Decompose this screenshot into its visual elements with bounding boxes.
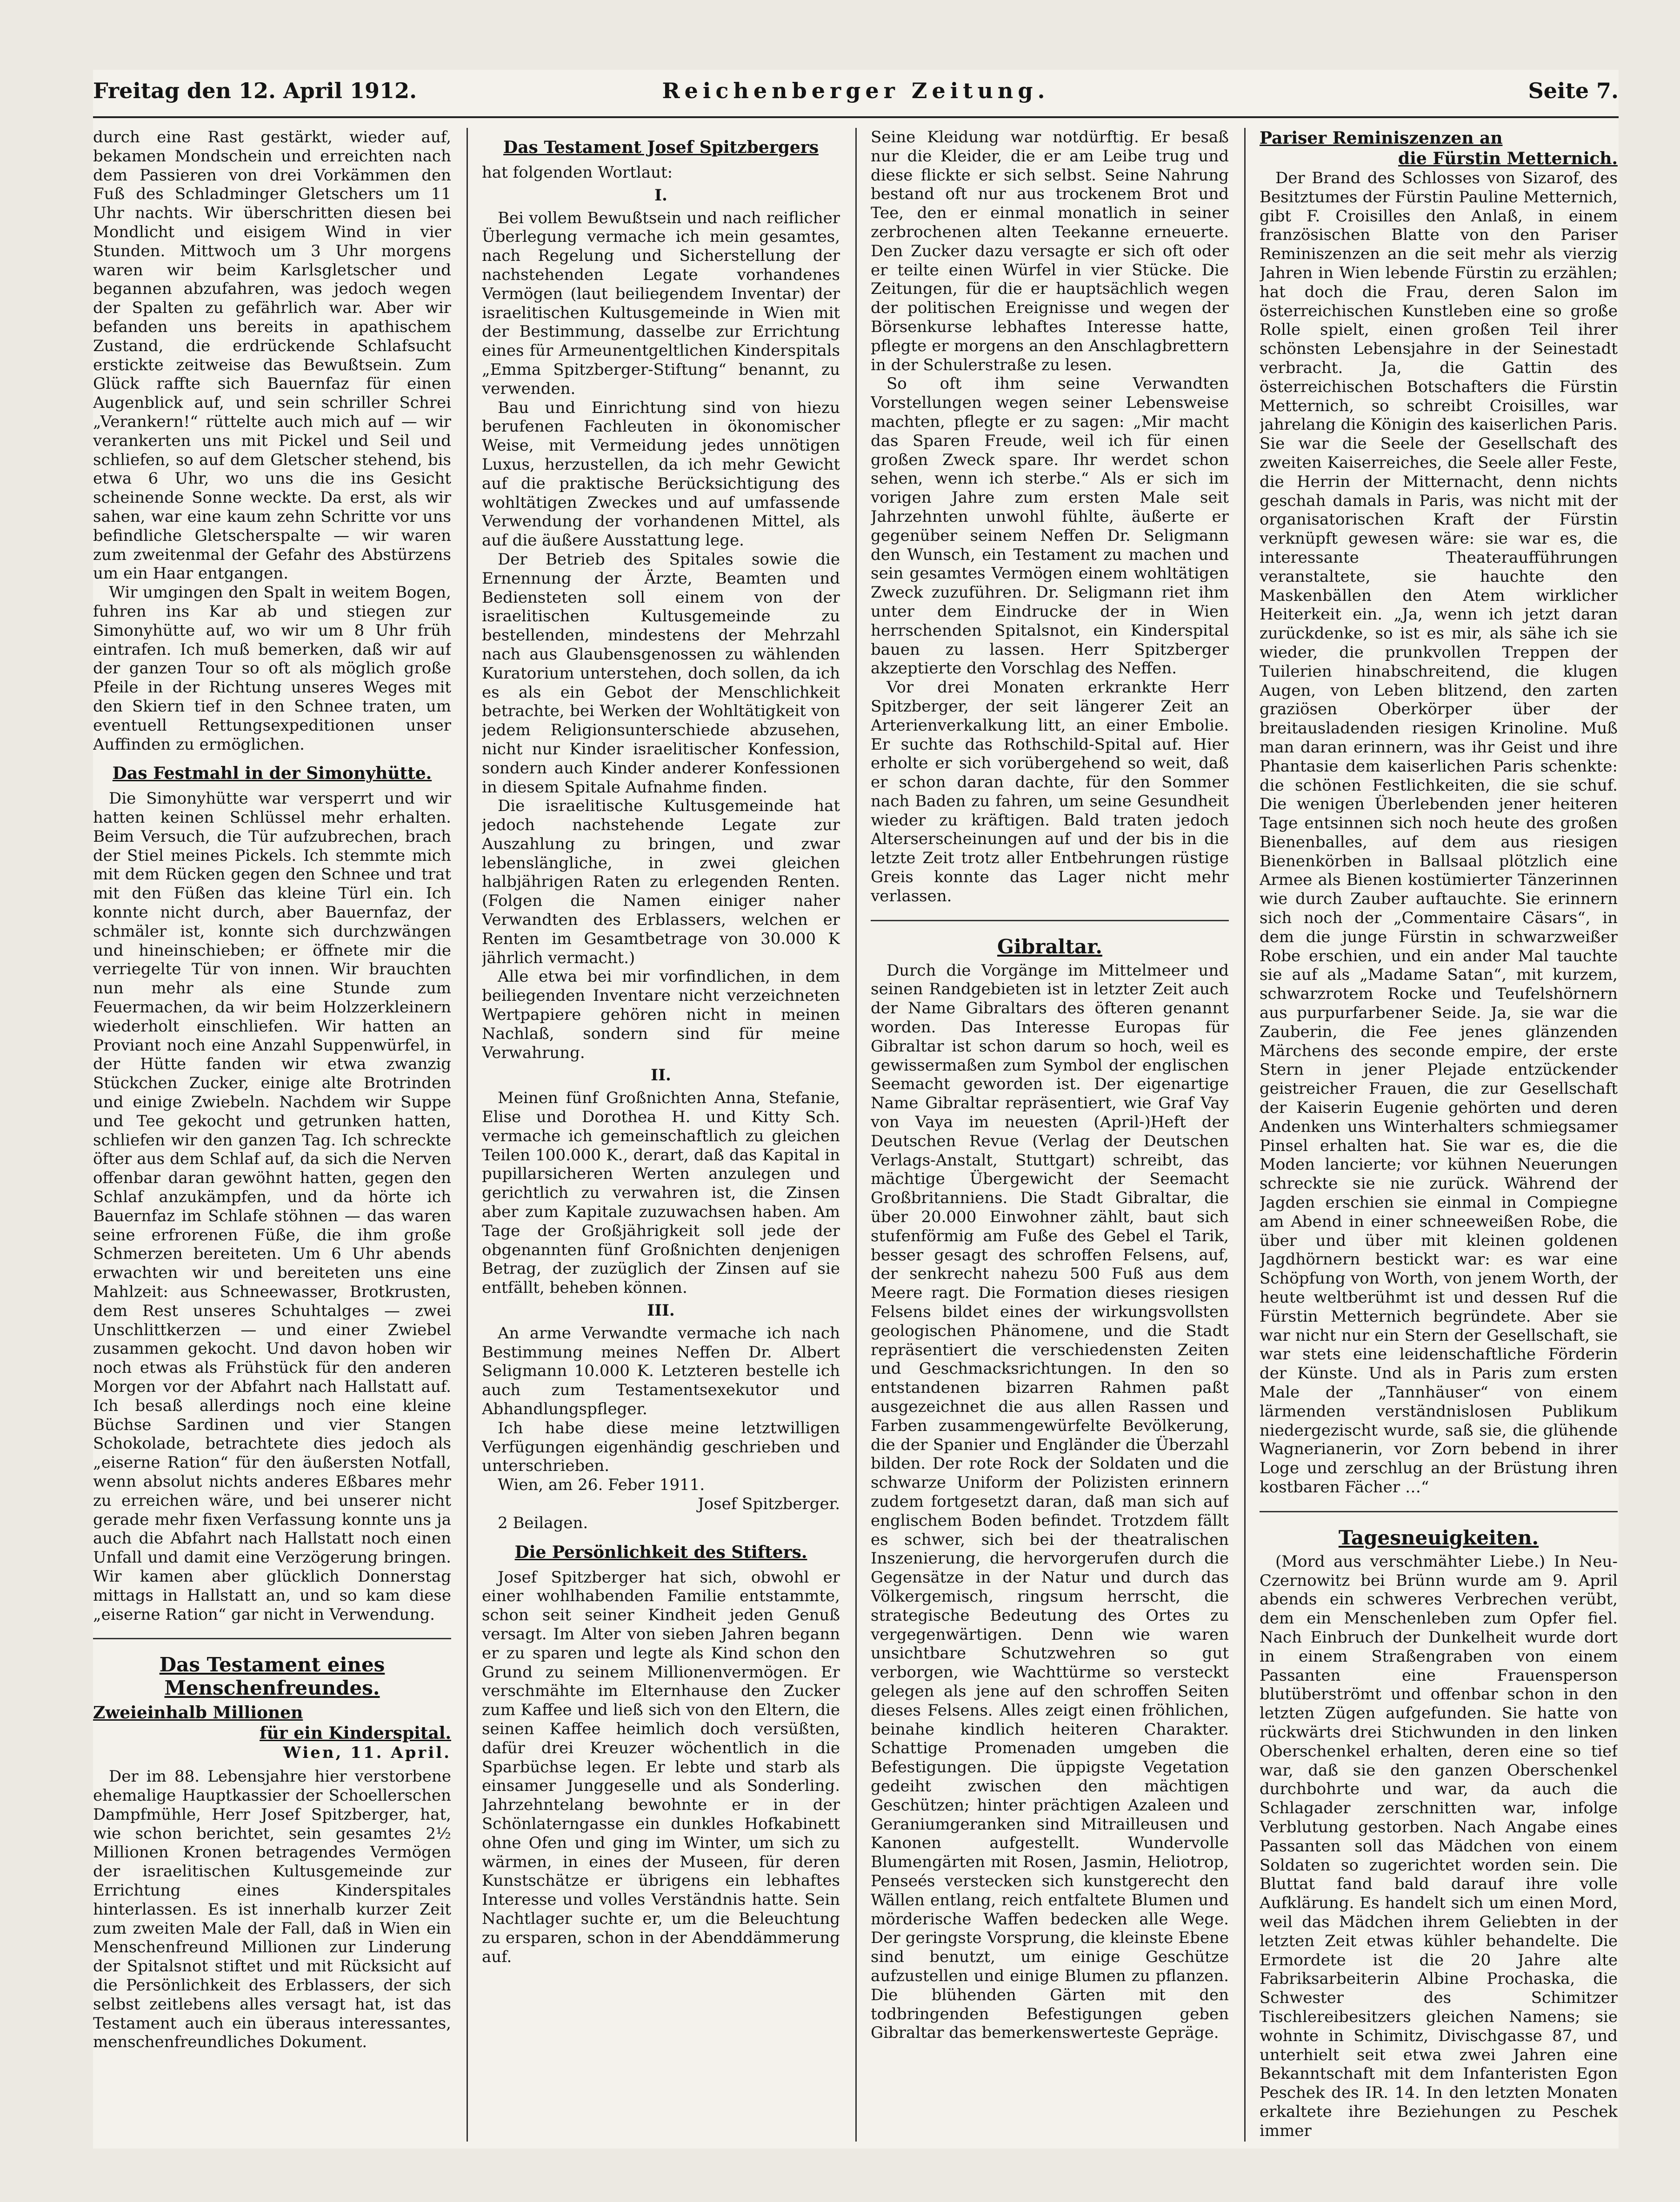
dateline: Wien, 11. April. <box>283 1743 451 1763</box>
signature: Josef Spitzberger. <box>698 1494 840 1513</box>
article-text: Alle etwa bei mir vorfindlichen, in dem beiliegenden Inventare nicht verzeichneten Wertpapiere gehören nicht in meinen Nachlaß, sondern sind für meine Verwahrung. <box>482 967 840 1062</box>
column-1 <box>93 128 451 2142</box>
article-headline: Gibraltar. <box>997 935 1102 958</box>
article-text: Die israelitische Kultusgemeinde hat jedoch nachstehende Legate zur Auszahlung zu bringen, und zwar lebenslängliche, in zwei gleichen halbjährigen Raten zu erlegenden Renten. (Folgen die Namen einiger naher Verwandten des Erblassers, welchen er Renten im Gesamtbetrage von 30.000 K jährlich vermacht.) <box>482 797 840 967</box>
article-text: Josef Spitzberger hat sich, obwohl er einer wohlhabenden Familie entstammte, schon seit seiner Kindheit jeden Genuß versagt. Im Alter von sieben Jahren begann er zu sparen und legte als Kind schon den Grund zu seinem Millionenvermögen. Er verschmähte im Elternhause den Zucker zum Kaffee und ließ sich von den Eltern, die seinen Kaffee heimlich doch versüßten, dafür drei Kreuzer wöchentlich in die Sparbüchse legen. Er lebte und starb als einsamer Junggeselle und als Sonderling. Jahrzehntelang bewohnte er in der Schönlaterngasse ein dunkles Hofkabinett ohne Ofen und ging im Winter, um sich zu wärmen, in eines der Museen, für deren Kunstschätze er übrigens ein lebhaftes Interesse und volles Verständnis hatte. Sein Nachtlager suchte er, um die Beleuchtung zu ersparen, schon in der Abenddämmerung auf. <box>482 1568 840 1966</box>
column-2 <box>482 128 840 2142</box>
section-number: III. <box>647 1301 675 1320</box>
masthead <box>93 70 1619 118</box>
testament-date: Wien, am 26. Feber 1911. <box>498 1476 705 1495</box>
article-divider <box>1260 1511 1618 1512</box>
article-text: Der im 88. Lebensjahre hier verstorbene ehemalige Hauptkassier der Schoellerschen Dampfmühle, Herr Josef Spitzberger, hat, wie schon berichtet, sein gesamtes 2½ Millionen Kronen betragendes Vermögen der israelitischen Kultusgemeinde zur Errichtung eines Kinderspitales hinterlassen. Es ist innerhalb kurzer Zeit zum zweiten Male der Fall, daß in Wien ein Menschenfreund Millionen zur Linderung der Spitalsnot stiftet und mit Rücksicht auf die Persönlichkeit des Erblassers, der sich selbst zeitlebens alles versagt hat, ist das Testament auch ein überaus interessantes, menschenfreundliches Dokument. <box>93 1767 451 2052</box>
article-text: Wir umgingen den Spalt in weitem Bogen, fuhren ins Kar ab und stiegen zur Simonyhütte auf, wo wir um 8 Uhr früh eintrafen. Ich muß bemerken, daß wir auf der ganzen Tour so oft als möglich große Pfeile in der Richtung unseres Weges mit den Skiern tief in den Schnee traten, um eventuell Rettungsexpeditionen unser Auffinden zu ermöglichen. <box>93 583 451 754</box>
column-rule <box>1244 128 1246 2142</box>
page-number: Seite 7. <box>1528 78 1619 103</box>
issue-date: Freitag den 12. April 1912. <box>93 78 417 103</box>
article-text: durch eine Rast gestärkt, wieder auf, bekamen Mondschein und erreichten nach dem Passieren von drei Vorkämmen den Fuß des Schladminger Gletschers um 11 Uhr nachts. Wir überschritten diesen bei Mondlicht und eisigem Wind in vier Stunden. Mittwoch um 3 Uhr morgens waren wir beim Karlsgletscher und begannen abzufahren, was jedoch wegen der Spalten zu gefährlich war. Aber wir befanden uns bereits in apathischem Zustand, die erdrückende Schlafsucht erstickte zeitweise das Bewußtsein. Zum Glück raffte sich Bauernfaz für einen Augenblick auf, und sein schriller Schrei „Verankern!“ rüttelte auch mich auf — wir verankerten uns mit Pickel und Seil und schliefen, so auf dem Gletscher stehend, bis etwa 6 Uhr, wo uns die ins Gesicht scheinende Sonne weckte. Da erst, als wir sahen, war eine kaum zehn Schritte vor uns befindliche Gletscherspalte — wir waren zum zweitenmal der Gefahr des Abstürzens um ein Haar entgangen. <box>93 128 451 583</box>
section-heading: Die Persönlichkeit des Stifters. <box>514 1542 807 1562</box>
newspaper-page <box>93 70 1619 2149</box>
article-text: An arme Verwandte vermache ich nach Bestimmung meines Neffen Dr. Albert Seligmann 10.000 K. Letzteren bestelle ich auch zum Testamentsexekutor und Abhandlungspfleger. <box>482 1324 840 1418</box>
article-headline: die Fürstin Metternich. <box>1398 149 1618 168</box>
attachments-note: 2 Beilagen. <box>498 1513 588 1532</box>
article-text: Die Simonyhütte war versperrt und wir hatten keinen Schlüssel mehr erhalten. Beim Versuch, die Tür aufzubrechen, brach der Stiel meines Pickels. Ich stemmte mich mit dem Rücken gegen den Schnee und trat mit den Füßen das kleine Türl ein. Ich konnte nicht durch, aber Bauernfaz, der schmäler ist, konnte sich durchzwängen und hineinschieben; er öffnete mir die verriegelte Tür von innen. Wir brauchten nun mehr als eine Stunde zum Feuermachen, da wir beim Holzzerkleinern wiederholt einschliefen. Wir hatten an Proviant noch eine Anzahl Suppenwürfel, in der Hütte fanden wir etwa zwanzig Stückchen Zucker, einige alte Brotrinden und einige Zwiebeln. Nachdem wir Suppe und Tee gekocht und getrunken hatten, schliefen wir den ganzen Tag. Ich schreckte öfter aus dem Schlaf auf, da sich die Nerven offenbar daran gewöhnt hatten, gegen den Schlaf anzukämpfen, und da hörte ich Bauernfaz im Schlafe stöhnen — das waren seine erfrorenen Füße, die ihm große Schmerzen bereiteten. Um 6 Uhr abends erwachten wir und bereiteten uns eine Mahlzeit: aus Schneewasser, Brotkrusten, dem Rest unseres Schuhtalges — zwei Unschlittkerzen — und einer Zwiebel zusammen gekocht. Und davon hoben wir noch etwas als Frühstück für den anderen Morgen vor der Abfahrt nach Hallstatt auf. Ich besaß allerdings noch eine kleine Büchse Sardinen und vier Stangen Schokolade, betrachtete dies jedoch als „eiserne Ration“ für den äußersten Notfall, wenn absolut nichts anderes Eßbares mehr zu erreichen wäre, und bei unserer nicht gerade mehr fixen Verfassung konnte uns ja auch die Abfahrt nach Hallstatt noch einen Unfall und damit eine Verzögerung bringen. Wir kamen aber glücklich Donnerstag mittags in Hallstatt an, und so kam diese „eiserne Ration“ gar nicht in Verwendung. <box>93 789 451 1624</box>
section-number: II. <box>651 1066 671 1085</box>
column-4 <box>1260 128 1618 2142</box>
section-headline: Tagesneuigkeiten. <box>1338 1526 1539 1549</box>
newspaper-title: Reichenberger Zeitung. <box>662 78 1050 103</box>
article-subheadline: Zweieinhalb Millionen <box>93 1703 303 1723</box>
article-text: Durch die Vorgänge im Mittelmeer und seinen Randgebieten ist in letzter Zeit auch der Name Gibraltars des öfteren genannt worden. Das Interesse Europas für Gibraltar ist schon darum so hoch, weil es gewissermaßen zum Symbol der englischen Seemacht geworden ist. Der eigenartige Name Gibraltar repräsentiert, wie Graf Vay von Vaya im neuesten (April-)Heft der Deutschen Revue (Verlag der Deutschen Verlags-Anstalt, Stuttgart) schreibt, das mächtige Übergewicht der Seemacht Großbritanniens. Die Stadt Gibraltar, die über 20.000 Einwohner zählt, baut sich stufenförmig am Fuße des Gebel el Tarik, besser gesagt des schroffen Felsens, auf, der senkrecht nahezu 500 Fuß aus dem Meere ragt. Die Formation dieses riesigen Felsens bildet eines der wirkungsvollsten geologischen Phänomene, und die Stadt repräsentiert die verschiedensten Zeiten und Geschmacksrichtungen. In den so entstandenen bizarren Rahmen paßt ausgezeichnet die aus allen Rassen und Farben zusammengewürfelte Bevölkerung, die der Spanier und Engländer die Überzahl bilden. Der rote Rock der Soldaten und die schwarze Uniform der Polizisten erinnern zudem fortgesetzt daran, daß man sich auf englischem Boden befindet. Trotzdem fällt es schwer, sich bei der theatralischen Inszenierung, die hervorgerufen durch die Gegensätze in der Natur und durch das Völkergemisch, ringsum herrscht, die strategische Bedeutung des Ortes zu vergegenwärtigen. Denn wie waren unsichtbare Schutzwehren so gut verborgen, wie Wachttürme so versteckt gelegen als jene auf den schroffen Seiten dieses Felsens. Alles zeigt einen fröhlichen, beinahe kindlich heiteren Charakter. Schattige Promenaden umgeben die Befestigungen. Die üppigste Vegetation gedeiht zwischen den mächtigen Geschützen; hinter prächtigen Azaleen und Geraniumgeranken sind Mitrailleusen und Kanonen aufgestellt. Wundervolle Blumengärten mit Rosen, Jasmin, Heliotrop, Penseés verstecken sich kunstgerecht den Wällen entlang, reich entfaltete Blumen und mörderische Waffen bedecken alle Wege. Der geringste Vorsprung, die kleinste Ebene sind benutzt, um einige Geschütze aufzustellen und einige Blumen zu pflanzen. Die blühenden Gärten mit den todbringenden Befestigungen geben Gibraltar das bemerkenswerteste Gepräge. <box>871 961 1229 2042</box>
article-headline: Pariser Reminiszenzen an <box>1260 128 1503 148</box>
article-text: Bau und Einrichtung sind von hiezu berufenen Fachleuten in ökonomischer Weise, mit Vermeidung jedes unnötigen Luxus, herzustellen, da ich mehr Gewicht auf die praktische Berücksichtigung des wohltätigen Zweckes und auf umfassende Verwendung der vorhandenen Mittel, als auf die äußere Ausstattung lege. <box>482 398 840 550</box>
article-text: (Mord aus verschmähter Liebe.) In Neu-Czernowitz bei Brünn wurde am 9. April abends ein schweres Verbrechen verübt, dem ein Menschenleben zum Opfer fiel. Nach Einbruch der Dunkelheit wurde dort in einem Straßengraben von einem Passanten eine Frauensperson blutüberströmt und offenbar schon in den letzten Zügen aufgefunden. Sie hatte von rückwärts drei Stichwunden in den linken Oberschenkel erhalten, deren eine so tief war, daß sie den ganzen Oberschenkel durchbohrte und war, da auch die Schlagader zerschnitten war, infolge Verblutung gestorben. Nach Angabe eines Passanten soll das Mädchen von einem Soldaten so zugerichtet worden sein. Die Bluttat fand bald darauf ihre volle Aufklärung. Es handelt sich um einen Mord, weil das Mädchen ihrem Geliebten in der letzten Zeit etwas kühler behandelte. Die Ermordete ist die 20 Jahre alte Fabriksarbeiterin Albine Prochaska, die Schwester des Schimitzer Tischlereibesitzers gleichen Namens; sie wohnte in Schimitz, Divischgasse 87, und unterhielt seit etwa zwei Jahren eine Bekanntschaft mit dem Infanteristen Egon Peschek des IR. 14. In den letzten Monaten erkaltete ihre Beziehungen zu Peschek immer <box>1260 1552 1618 2140</box>
article-divider <box>93 1638 451 1639</box>
article-text: Vor drei Monaten erkrankte Herr Spitzberger, der seit längerer Zeit an Arterienverkalkung litt, an einer Embolie. Er suchte das Rothschild-Spital auf. Hier erholte er sich vorübergehend so weit, daß er schon daran dachte, für den Sommer nach Baden zu fahren, um seine Gesundheit wieder zu kräftigen. Bald traten jedoch Alterserscheinungen auf und der bis in die letzte Zeit trotz aller Entbehrungen rüstige Greis konnte das Lager nicht mehr verlassen. <box>871 678 1229 905</box>
article-text: Bei vollem Bewußtsein und nach reiflicher Überlegung vermache ich mein gesamtes, nach Regelung und Sicherstellung der nachstehenden Legate vorhandenes Vermögen (laut beiliegendem Inventar) der israelitischen Kultusgemeinde in Wien mit der Bestimmung, dasselbe zur Errichtung eines für Armeunentgeltlichen Kinderspitals „Emma Spitzberger-Stiftung“ benannt, zu verwenden. <box>482 208 840 398</box>
section-heading: Das Testament Josef Spitzbergers <box>503 138 819 157</box>
article-text: Meinen fünf Großnichten Anna, Stefanie, Elise und Dorothea H. und Kitty Sch. vermache ich gemeinschaftlich zu gleichen Teilen 100.000 K., derart, daß das Kapital in pupillarsicheren Werten anzulegen und gerichtlich zu verwahren ist, die Zinsen aber zum Kapitale zuzuwachsen haben. Am Tage der Großjährigkeit soll jede der obgenannten fünf Großnichten denjenigen Betrag, der zuzüglich der Zinsen auf sie entfällt, beheben können. <box>482 1089 840 1297</box>
article-text: Der Betrieb des Spitales sowie die Ernennung der Ärzte, Beamten und Bediensteten soll einem von der israelitischen Kultusgemeinde zu bestellenden, mindestens der Mehrzahl nach aus Glaubensgenossen zu wählenden Kuratorium unterstehen, doch sollen, da ich es als ein Gebot der Menschlichkeit betrachte, bei Werken der Wohltätigkeit von jedem Religionsunterschiede abzusehen, nicht nur Kinder israelitischer Konfession, sondern auch Kinder anderer Konfessionen in diesem Spitale Aufnahme finden. <box>482 550 840 797</box>
article-text: So oft ihm seine Verwandten Vorstellungen wegen seiner Lebensweise machten, pflegte er zu sagen: „Mir macht das Sparen Freude, weil ich für einen großen Zweck spare. Ihr werdet schon sehen, wenn ich sterbe.“ Als er sich im vorigen Jahre zum ersten Male seit Jahrzehnten unwohl fühlte, äußerte er gegenüber seinem Neffen Dr. Seligmann den Wunsch, ein Testament zu machen und sein gesamtes Vermögen einem wohltätigen Zweck zuzuführen. Dr. Seligmann riet ihm unter dem Eindrucke der in Wien herrschenden Spitalsnot, ein Kinderspital bauen zu lassen. Herr Spitzberger akzeptierte den Vorschlag des Neffen. <box>871 374 1229 678</box>
article-headline: Das Testament eines Menschenfreundes. <box>159 1653 385 1700</box>
article-text: Ich habe diese meine letztwilligen Verfügungen eigenhändig geschrieben und unterschrieben. <box>482 1418 840 1476</box>
column-rule <box>855 128 857 2142</box>
article-divider <box>871 920 1229 921</box>
article-subheadline: für ein Kinderspital. <box>260 1723 451 1743</box>
article-text: Der Brand des Schlosses von Sizarof, des Besitztumes der Fürstin Pauline Metternich, gibt F. Croisilles den Anlaß, in einem französischen Blatte von den Pariser Reminiszenzen an die seit mehr als vierzig Jahren in Wien lebende Fürstin zu erzählen; hat doch die Frau, deren Salon im österreichischen Kunstleben eine so große Rolle spielt, einen großen Teil ihrer schönsten Lebensjahre in der Seinestadt verbracht. Ja, die Gattin des österreichischen Botschafters die Fürstin Metternich, so schreibt Croisilles, war jahrelang die Königin des kaiserlichen Paris. Sie war die Seele der Gesellschaft des zweiten Kaiserreiches, die Seele aller Feste, die Herrin der Mitternacht, denn nichts geschah damals in Paris, was nicht mit der organisatorischen Kraft der Fürstin verknüpft gewesen wäre: sie war es, die interessante Theateraufführungen veranstaltete, sie hauchte den Maskenbällen den Atem wirklicher Heiterkeit ein. „Ja, wenn ich jetzt daran zurückdenke, so ist es mir, als sähe ich sie wieder, die prunkvollen Treppen der Tuilerien hinabschreitend, die klugen Augen, von Leben blitzend, den zarten graziösen Oberkörper über der breitausladenden riesigen Krinoline. Muß man daran erinnern, was ihr Geist und ihre Phantasie dem kaiserlichen Paris schenkte: die schönen Festlichkeiten, die sie schuf. Die wenigen Überlebenden jener heiteren Tage entsinnen sich noch heute des großen Bienenballes, auf dem aus riesigen Bienenkörben in Ballsaal plötzlich eine Armee als Bienen kostümierter Tänzerinnen wie durch Zauber auftauchte. Sie erinnern sich noch der „Commentaire Cäsars“, in dem die junge Fürstin in schwarzweißer Robe erschien, und ein ander Mal tauchte sie auf als „Madame Satan“, mit kurzem, schwarzrotem Rocke und Teufelshörnern aus purpurfarbener Seide. Ja, sie war die Zauberin, die Fee jenes glänzenden Märchens des seconde empire, der erste Stern in jener Plejade entzückender geistreicher Frauen, die zur Gesellschaft der Kaiserin Eugenie gehörten und deren Andenken uns Winterhalters schmiegsamer Pinsel erhalten hat. Sie war es, die die Moden lancierte; vor kühnen Neuerungen schreckte sie nie zurück. Während der Jagden erschien sie einmal in Compiegne am Abend in einer schneeweißen Robe, die über und über mit kleinen goldenen Jagdhörnern bestickt war: es war eine Schöpfung von Worth, von jenem Worth, der heute weltberühmt ist und dessen Ruf die Fürstin Metternich begründete. Aber sie war nicht nur ein Stern der Gesellschaft, sie war stets eine leidenschaftliche Förderin der Künste. Und als in Paris zum ersten Male der „Tannhäuser“ von einem lärmenden verständnislosen Publikum niedergezischt wurde, saß sie, die glühende Wagnerianerin, vor Zorn bebend in ihrer Loge und zerschlug an der Brüstung ihren kostbaren Fächer …“ <box>1260 169 1618 1497</box>
column-3 <box>871 128 1229 2142</box>
article-text: Seine Kleidung war notdürftig. Er besaß nur die Kleider, die er am Leibe trug und diese flickte er sich selbst. Seine Nahrung bestand oft nur aus trockenem Brot und Tee, den er einmal monatlich in seiner zerbrochenen alten Teekanne erneuerte. Den Zucker dazu versagte er sich oft oder er teilte einen Würfel in vier Stücke. Die Zeitungen, für die er hauptsächlich wegen der politischen Ereignisse und wegen der Börsenkurse lebhaftes Interesse hatte, pflegte er morgens an den Anschlagbrettern in der Schulerstraße zu lesen. <box>871 128 1229 374</box>
article-text: hat folgenden Wortlaut: <box>482 163 673 182</box>
section-heading: Das Festmahl in der Simonyhütte. <box>112 764 432 784</box>
column-rule <box>467 128 468 2142</box>
section-number: I. <box>654 186 667 205</box>
